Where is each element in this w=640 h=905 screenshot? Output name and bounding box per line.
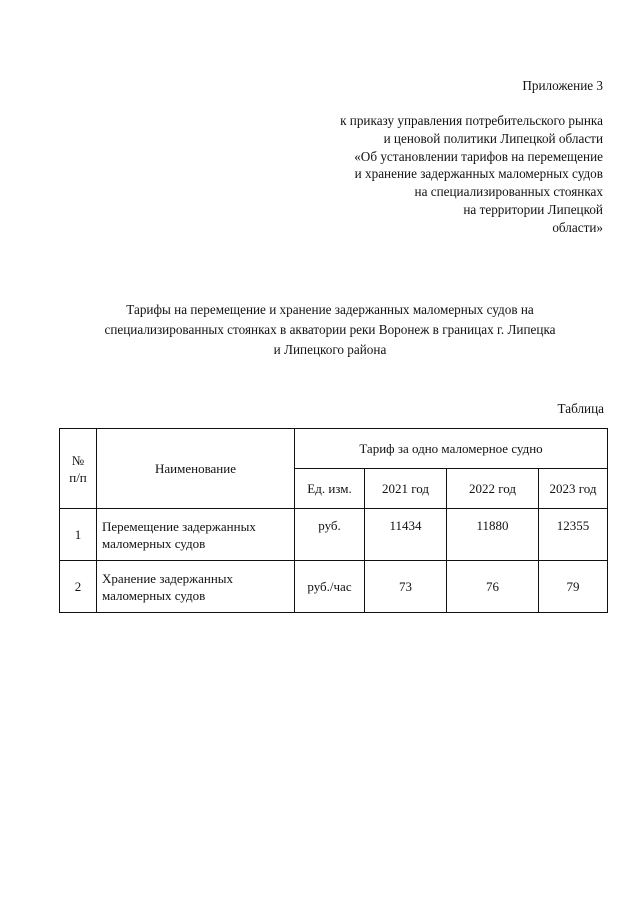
- header-cell-unit: Ед. изм.: [295, 469, 365, 509]
- cell-name: [97, 509, 295, 561]
- table-row: [60, 509, 608, 561]
- order-line: и хранение задержанных маломерных судов: [354, 166, 603, 182]
- header-number-symbol: №: [71, 452, 85, 468]
- header-cell-2022: 2022 год: [447, 469, 539, 509]
- header-cell-2021: 2021 год: [365, 469, 447, 509]
- cell-2022: 11880: [447, 509, 539, 561]
- title-line: специализированных стоянках в акватории реки Воронеж в границах г. Липецка: [104, 322, 556, 337]
- table-header-row: [60, 429, 608, 469]
- header-cell-number: [60, 429, 97, 509]
- cell-2022: 76: [447, 561, 539, 613]
- title-line: и Липецкого района: [273, 342, 387, 357]
- header-cell-name: Наименование: [97, 429, 295, 509]
- cell-name-line: маломерных судов: [102, 535, 206, 551]
- table-label: Таблица: [557, 401, 604, 416]
- cell-name: [97, 561, 295, 613]
- cell-2021: 11434: [365, 509, 447, 561]
- cell-number: 2: [60, 561, 97, 613]
- order-line: на территории Липецкой: [463, 201, 603, 217]
- document-title: [60, 300, 600, 360]
- order-line: к приказу управления потребительского рынка: [340, 113, 603, 128]
- order-line: «Об установлении тарифов на перемещение: [354, 148, 603, 164]
- cell-2023: 79: [539, 561, 608, 613]
- header-cell-2023: 2023 год: [539, 469, 608, 509]
- cell-name-line: Перемещение задержанных: [102, 518, 256, 534]
- title-line: Тарифы на перемещение и хранение задержанных маломерных судов на: [126, 302, 534, 317]
- order-line: и ценовой политики Липецкой области: [383, 130, 603, 146]
- cell-name-line: Хранение задержанных: [102, 570, 234, 586]
- cell-name-line: маломерных судов: [102, 587, 206, 603]
- order-reference: [270, 112, 603, 237]
- order-line: области»: [552, 219, 603, 235]
- cell-unit: руб./час: [295, 561, 365, 613]
- header-number-abbrev: п/п: [69, 469, 87, 485]
- cell-unit: руб.: [295, 509, 365, 561]
- tariff-table: [59, 428, 608, 613]
- cell-number: 1: [60, 509, 97, 561]
- cell-2021: 73: [365, 561, 447, 613]
- table-row: [60, 561, 608, 613]
- appendix-label: Приложение 3: [522, 78, 603, 93]
- cell-2023: 12355: [539, 509, 608, 561]
- order-line: на специализированных стоянках: [414, 184, 603, 200]
- header-cell-tariff-group: Тариф за одно маломерное судно: [295, 429, 608, 469]
